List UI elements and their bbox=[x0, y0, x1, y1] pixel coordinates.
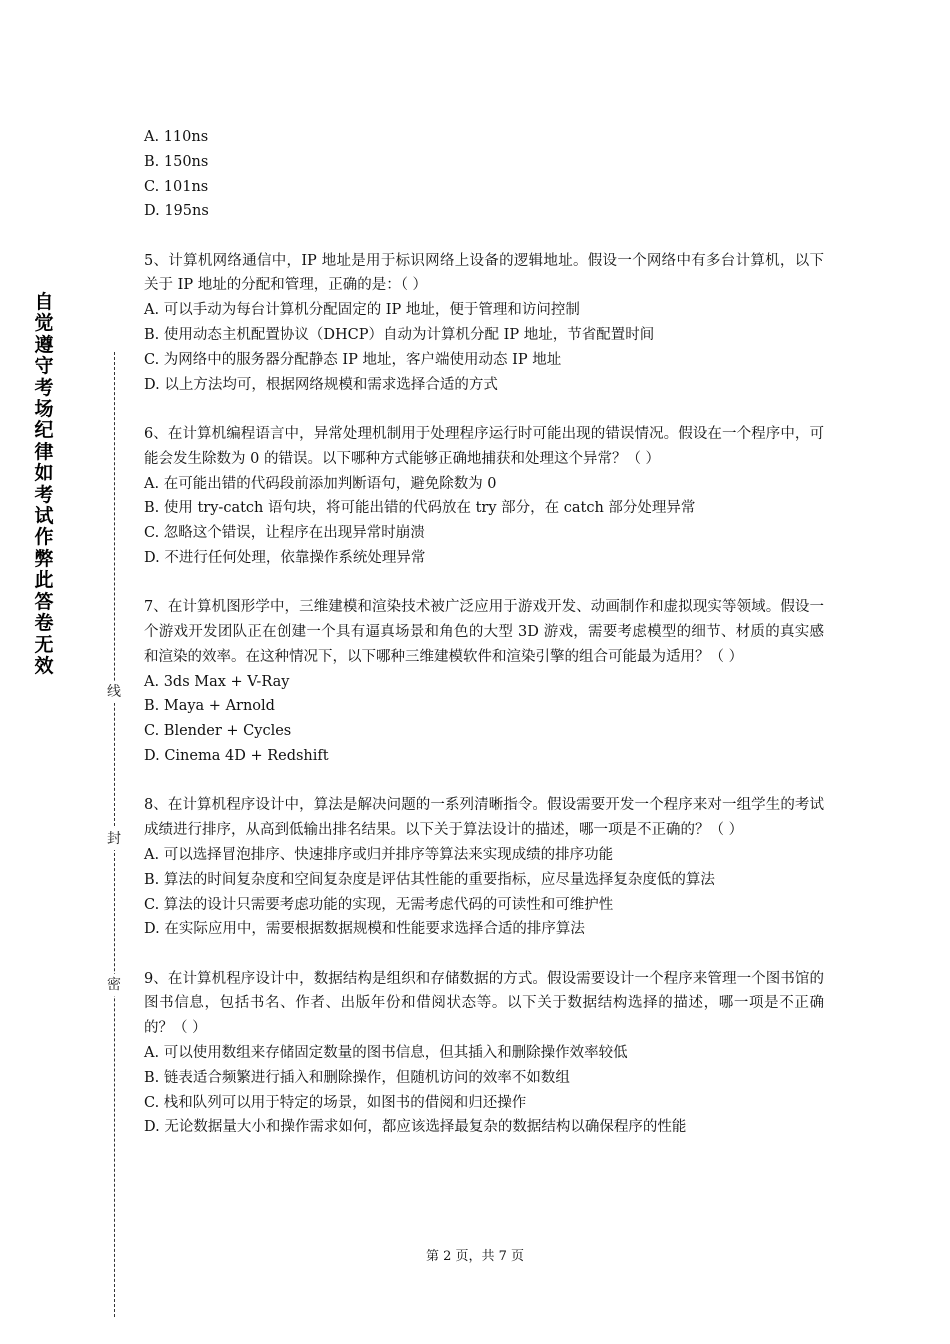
notice-char: 考 bbox=[34, 483, 54, 506]
answer-option: A. 可以使用数组来存储固定数量的图书信息，但其插入和删除操作效率较低 bbox=[144, 1045, 628, 1061]
question-block bbox=[144, 125, 824, 224]
answer-option: D. Cinema 4D + Redshift bbox=[144, 748, 329, 765]
notice-char: 试 bbox=[34, 505, 54, 528]
answer-option: C. 为网络中的服务器分配静态 IP 地址，客户端使用动态 IP 地址 bbox=[144, 351, 562, 368]
answer-option: D. 以上方法均可，根据网络规模和需求选择合适的方式 bbox=[144, 376, 498, 393]
answer-option: D. 在实际应用中，需要根据数据规模和性能要求选择合适的排序算法 bbox=[144, 921, 585, 938]
answer-option: C. Blender + Cycles bbox=[144, 723, 292, 740]
question-block bbox=[144, 793, 824, 942]
notice-char: 无 bbox=[34, 633, 54, 656]
exam-discipline-notice bbox=[28, 292, 60, 677]
answer-option: B. 链表适合频繁进行插入和删除操作，但随机访问的效率不如数组 bbox=[144, 1069, 570, 1086]
notice-char: 弊 bbox=[34, 547, 54, 570]
question-block bbox=[144, 422, 824, 571]
notice-char: 作 bbox=[34, 526, 54, 549]
notice-char: 此 bbox=[34, 569, 54, 592]
answer-option: D. 无论数据量大小和操作需求如何，都应该选择最复杂的数据结构以确保程序的性能 bbox=[144, 1119, 687, 1136]
notice-char: 如 bbox=[34, 462, 54, 485]
answer-option: A. 在可能出错的代码段前添加判断语句，避免除数为 0 bbox=[144, 475, 497, 492]
answer-option: A. 可以选择冒泡排序、快速排序或归并排序等算法来实现成绩的排序功能 bbox=[144, 846, 614, 863]
answer-option: C. 忽略这个错误，让程序在出现异常时崩溃 bbox=[144, 525, 425, 542]
question-stem: 7、在计算机图形学中，三维建模和渲染技术被广泛应用于游戏开发、动画制作和虚拟现实等领域。假设一个游戏开发团队正在创建一个具有逼真场景和角色的大型 3D 游戏，需要考虑模型的细节、材质的真实感和渲染的效率。在这种情况下，以下哪种三维建模软件和渲染引擎的组合可能最为适用？（ ） bbox=[144, 599, 824, 665]
notice-char: 律 bbox=[34, 440, 54, 463]
binding-label-line: 线 bbox=[104, 681, 124, 703]
question-stem: 5、计算机网络通信中，IP 地址是用于标识网络上设备的逻辑地址。假设一个网络中有多台计算机，以下关于 IP 地址的分配和管理，正确的是：（ ） bbox=[144, 252, 824, 294]
page-number-footer: 第 2 页，共 7 页 bbox=[425, 1249, 525, 1264]
answer-option: C. 算法的设计只需要考虑功能的实现，无需考虑代码的可读性和可维护性 bbox=[144, 896, 614, 913]
answer-option: B. 使用 try-catch 语句块，将可能出错的代码放在 try 部分，在 catch 部分处理异常 bbox=[144, 500, 696, 517]
answer-option: B. 150ns bbox=[144, 153, 209, 170]
binding-label-seal: 封 bbox=[104, 828, 124, 850]
answer-option: B. 算法的时间复杂度和空间复杂度是评估其性能的重要指标，应尽量选择复杂度低的算法 bbox=[144, 871, 715, 888]
answer-option: C. 栈和队列可以用于特定的场景，如图书的借阅和归还操作 bbox=[144, 1094, 527, 1111]
notice-char: 场 bbox=[34, 398, 54, 421]
exam-content bbox=[144, 125, 824, 1140]
answer-option: D. 195ns bbox=[144, 203, 209, 220]
answer-option: A. 可以手动为每台计算机分配固定的 IP 地址，便于管理和访问控制 bbox=[144, 302, 580, 319]
answer-option: D. 不进行任何处理，依靠操作系统处理异常 bbox=[144, 549, 426, 566]
question-block bbox=[144, 249, 824, 398]
notice-char: 自 bbox=[34, 291, 54, 313]
question-stem: 6、在计算机编程语言中，异常处理机制用于处理程序运行时可能出现的错误情况。假设在一个程序中，可能会发生除数为 0 的错误。以下哪种方式能够正确地捕获和处理这个异常？（ ） bbox=[144, 425, 824, 467]
answer-option: A. 110ns bbox=[144, 129, 209, 145]
answer-option: A. 3ds Max + V-Ray bbox=[144, 673, 290, 690]
answer-option: B. Maya + Arnold bbox=[144, 698, 275, 715]
notice-char: 纪 bbox=[34, 419, 54, 442]
notice-char: 效 bbox=[34, 654, 54, 677]
binding-label-secret: 密 bbox=[104, 974, 124, 996]
answer-option: B. 使用动态主机配置协议（DHCP）自动为计算机分配 IP 地址，节省配置时间 bbox=[144, 327, 655, 344]
notice-char: 答 bbox=[34, 590, 54, 613]
notice-char: 卷 bbox=[34, 612, 54, 635]
notice-char: 遵 bbox=[34, 333, 54, 356]
notice-char: 觉 bbox=[34, 312, 54, 335]
question-block bbox=[144, 967, 824, 1141]
notice-char: 守 bbox=[34, 355, 54, 378]
notice-char: 考 bbox=[34, 376, 54, 399]
question-block bbox=[144, 595, 824, 769]
question-stem: 8、在计算机程序设计中，算法是解决问题的一系列清晰指令。假设需要开发一个程序来对一组学生的考试成绩进行排序，从高到低输出排名结果。以下关于算法设计的描述，哪一项是不正确的？（ ） bbox=[144, 797, 824, 839]
question-stem: 9、在计算机程序设计中，数据结构是组织和存储数据的方式。假设需要设计一个程序来管理一个图书馆的图书信息，包括书名、作者、出版年份和借阅状态等。以下关于数据结构选择的描述，哪一项是不正确的？（ ） bbox=[144, 970, 824, 1037]
answer-option: C. 101ns bbox=[144, 178, 209, 195]
